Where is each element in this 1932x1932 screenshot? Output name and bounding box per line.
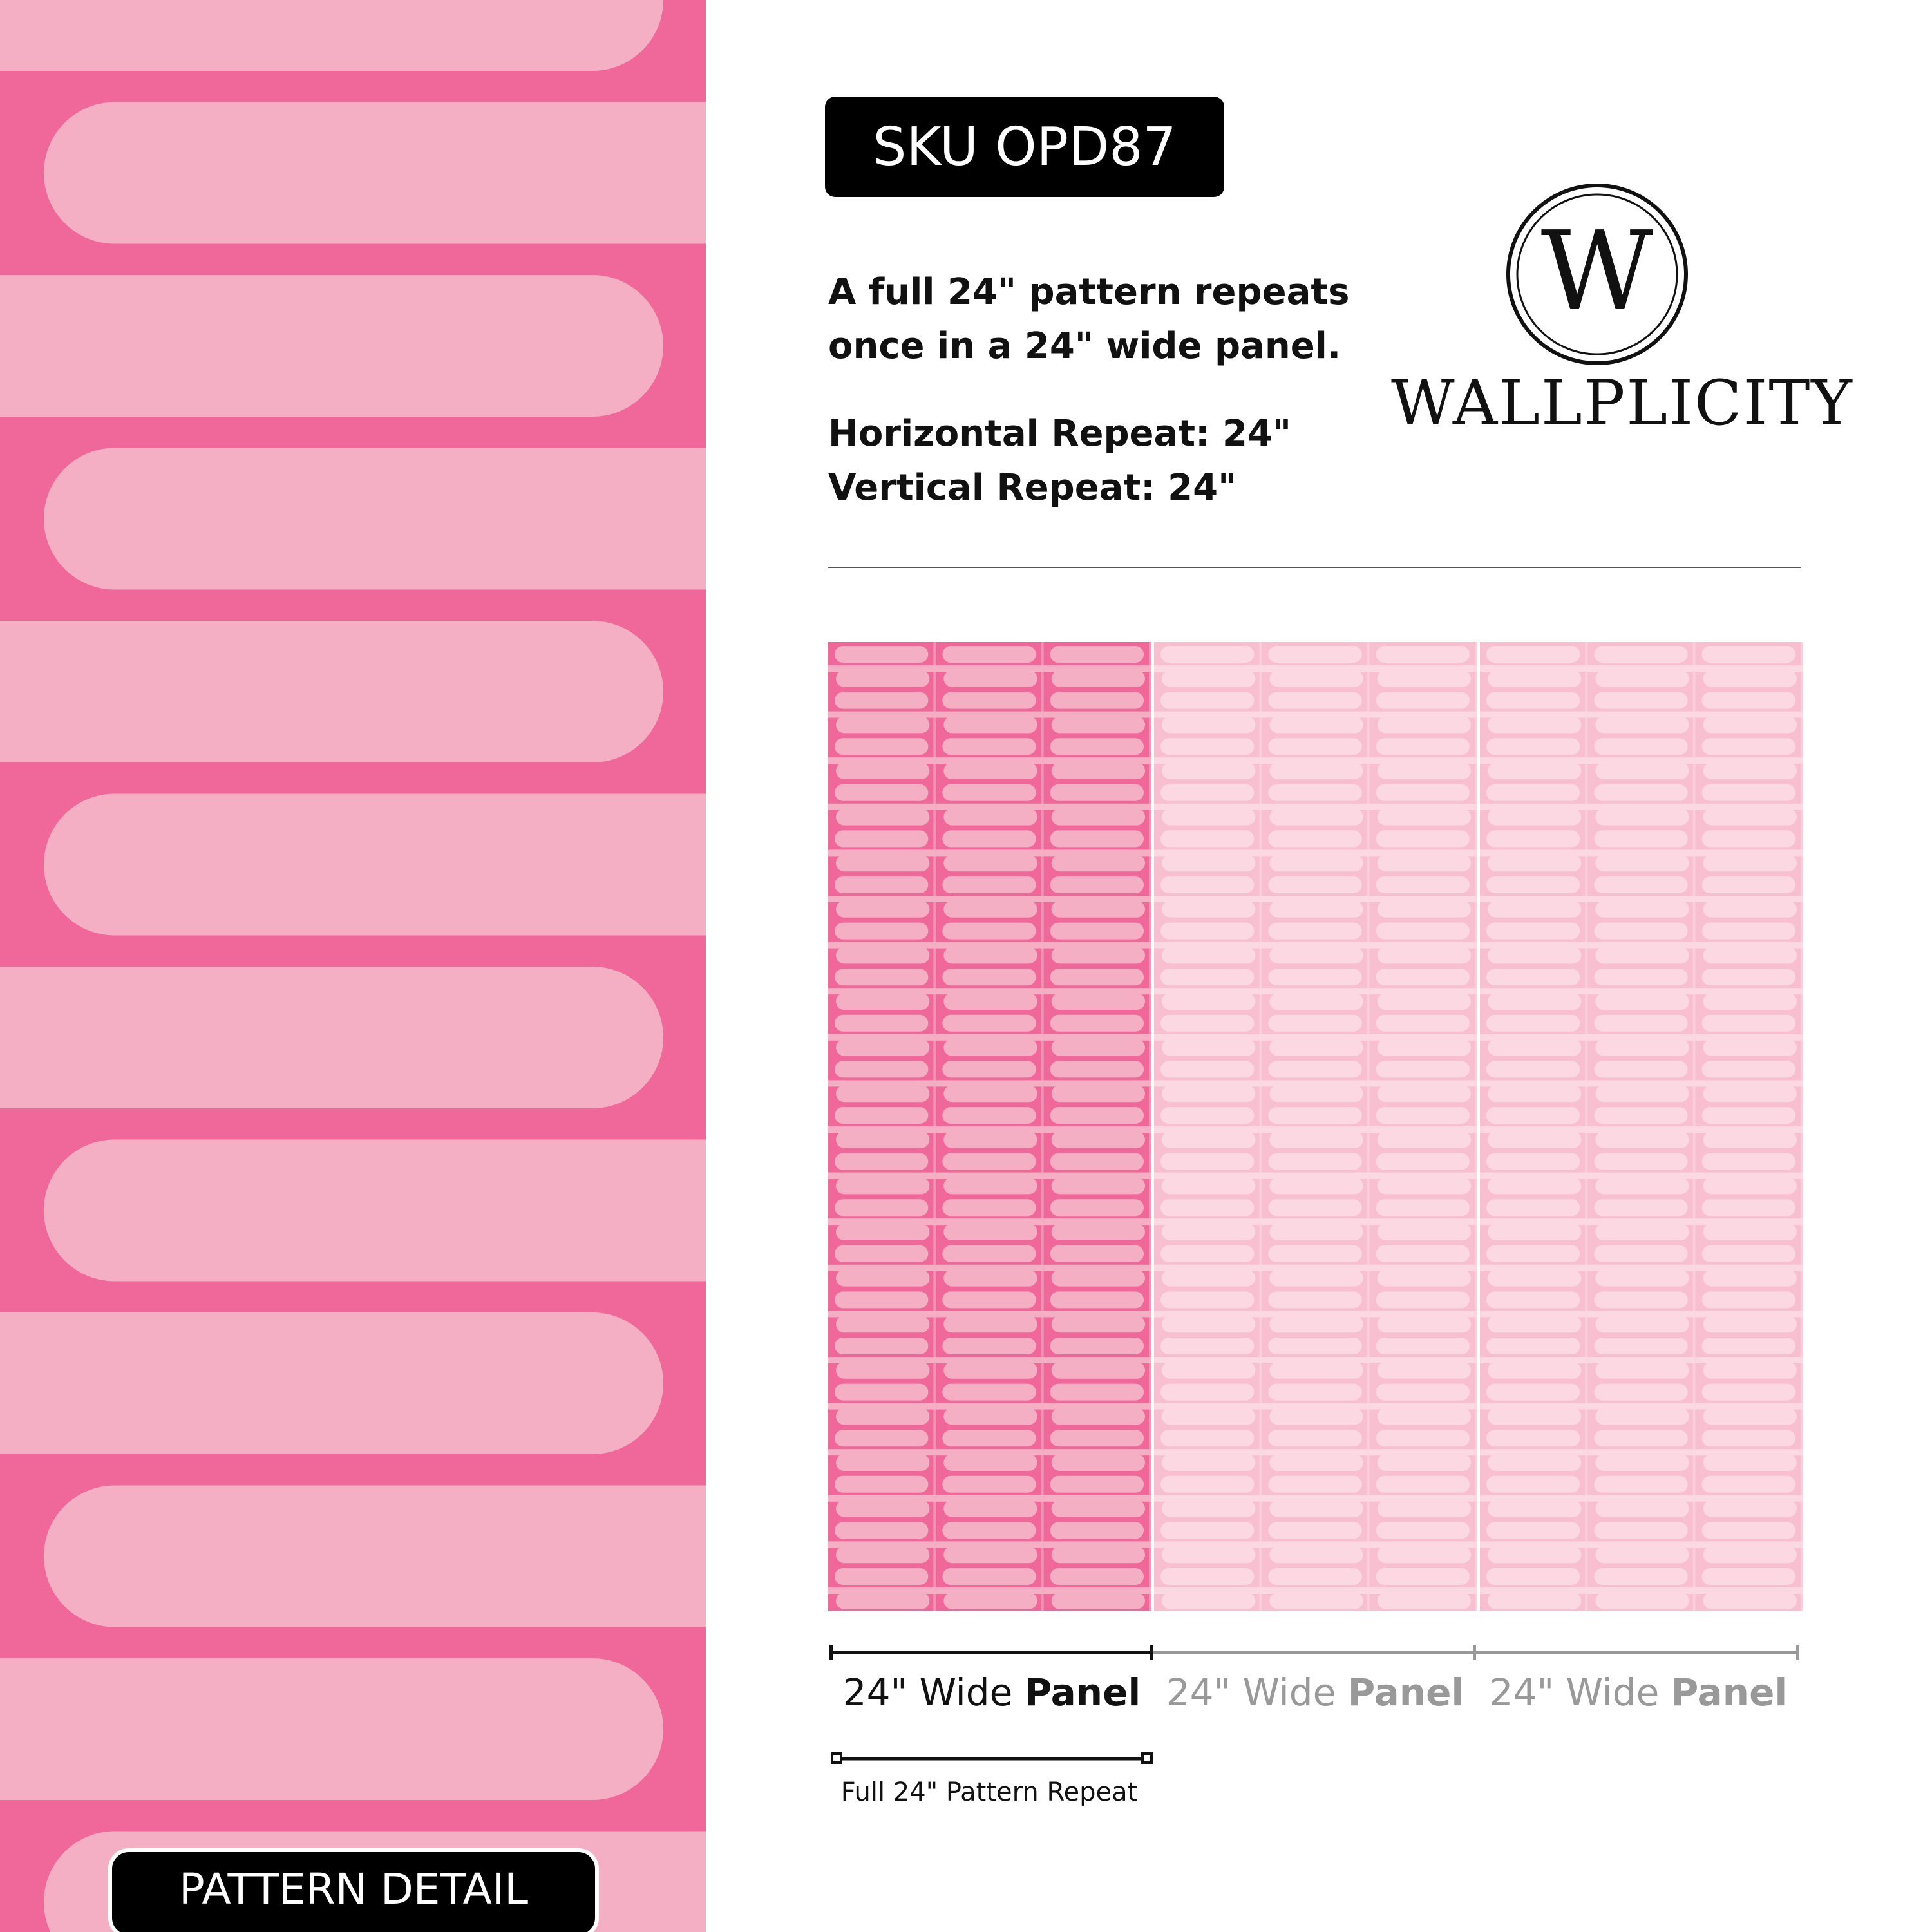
panels-preview [828,642,1803,1611]
detail-bar [0,621,663,762]
detail-bar [44,102,706,244]
pattern-detail-label: PATTERN DETAIL [108,1848,599,1932]
pattern-repeat-ruler [831,1749,1153,1768]
pattern-repeat-label: Full 24" Pattern Repeat [840,1777,1138,1807]
detail-bar [0,967,663,1108]
brand-name: WALLPLICITY [1391,367,1853,439]
detail-bar [0,275,663,417]
brand-logo-icon [1504,182,1690,367]
detail-bar [44,448,706,590]
brand-monogram: W [1540,208,1654,336]
vertical-repeat: Vertical Repeat: 24" [828,467,1237,509]
description-line-1: A full 24" pattern repeats [828,271,1350,313]
sku-badge: SKU OPD87 [825,97,1224,197]
panel-ruler-3 [1476,1645,1799,1658]
divider [828,567,1801,568]
panel-label-1: 24" Wide Panel [842,1671,1141,1714]
detail-bar [44,1140,706,1282]
description-line-2: once in a 24" wide panel. [828,325,1341,367]
horizontal-repeat: Horizontal Repeat: 24" [828,413,1292,455]
panel-ruler-2 [1153,1645,1476,1658]
panel-3 [1480,642,1803,1611]
detail-bar [44,794,706,936]
pattern-detail-graphic [0,0,706,1932]
panel-ruler-1 [829,1645,1153,1658]
detail-bar [44,1486,706,1627]
pattern-detail-image [0,0,706,1932]
detail-bar [0,0,663,71]
detail-bar [0,1658,663,1800]
panel-1 [828,642,1154,1611]
panel-label-2: 24" Wide Panel [1166,1671,1464,1714]
detail-bar [0,1312,663,1454]
panel-2 [1154,642,1480,1611]
panel-label-3: 24" Wide Panel [1489,1671,1788,1714]
